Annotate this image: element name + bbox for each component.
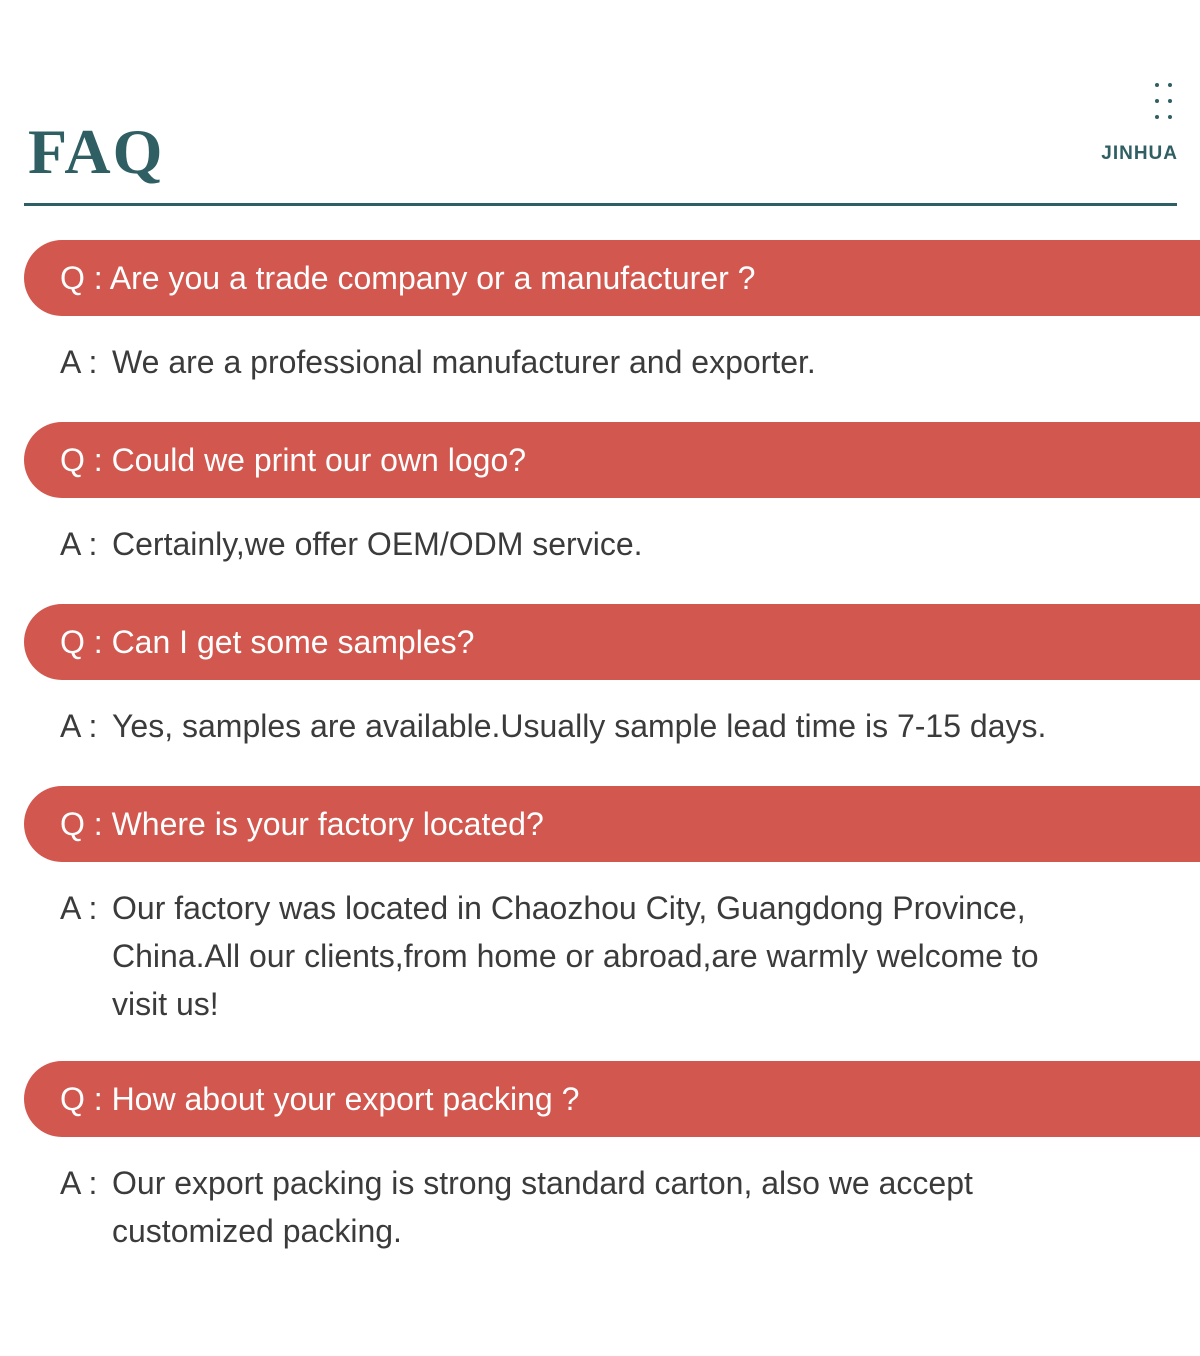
faq-question-bar bbox=[24, 422, 1200, 498]
question-text: Where is your factory located? bbox=[111, 806, 544, 842]
faq-answer bbox=[60, 884, 1100, 1028]
answer-text: Our export packing is strong standard carton, also we accept customized packing. bbox=[112, 1165, 973, 1249]
answer-prefix: A : bbox=[60, 344, 98, 380]
question-text: Can I get some samples? bbox=[111, 624, 475, 660]
page-title: FAQ bbox=[28, 116, 165, 187]
answer-text: Our factory was located in Chaozhou City, Guangdong Province, China.All our clients,from home or abroad,are warmly welcome to visit us! bbox=[112, 890, 1039, 1022]
faq-answer bbox=[60, 1159, 1040, 1255]
question-prefix: Q : bbox=[60, 1081, 103, 1117]
faq-question bbox=[60, 440, 526, 480]
question-prefix: Q : bbox=[60, 624, 103, 660]
question-text: Could we print our own logo? bbox=[111, 442, 527, 478]
faq-question bbox=[60, 1079, 579, 1119]
question-text: How about your export packing ? bbox=[111, 1081, 580, 1117]
answer-text: Yes, samples are available.Usually sample lead time is 7-15 days. bbox=[112, 708, 1047, 744]
faq-question bbox=[60, 804, 544, 844]
faq-answer bbox=[60, 702, 1160, 750]
faq-question bbox=[60, 258, 755, 298]
faq-question-bar bbox=[24, 604, 1200, 680]
faq-question-bar bbox=[24, 786, 1200, 862]
faq-question-bar bbox=[24, 1061, 1200, 1137]
question-prefix: Q : bbox=[60, 260, 103, 296]
faq-question bbox=[60, 622, 474, 662]
faq-question-bar bbox=[24, 240, 1200, 316]
question-text: Are you a trade company or a manufacturer ? bbox=[109, 260, 756, 296]
question-prefix: Q : bbox=[60, 806, 103, 842]
answer-prefix: A : bbox=[60, 708, 98, 744]
answer-text: We are a professional manufacturer and exporter. bbox=[112, 344, 816, 380]
question-prefix: Q : bbox=[60, 442, 103, 478]
answer-prefix: A : bbox=[60, 526, 98, 562]
faq-answer bbox=[60, 520, 1160, 568]
faq-answer bbox=[60, 338, 1160, 386]
answer-prefix: A : bbox=[60, 890, 98, 926]
brand-label: JINHUA bbox=[1101, 143, 1178, 164]
answer-text: Certainly,we offer OEM/ODM service. bbox=[112, 526, 643, 562]
answer-prefix: A : bbox=[60, 1165, 98, 1201]
